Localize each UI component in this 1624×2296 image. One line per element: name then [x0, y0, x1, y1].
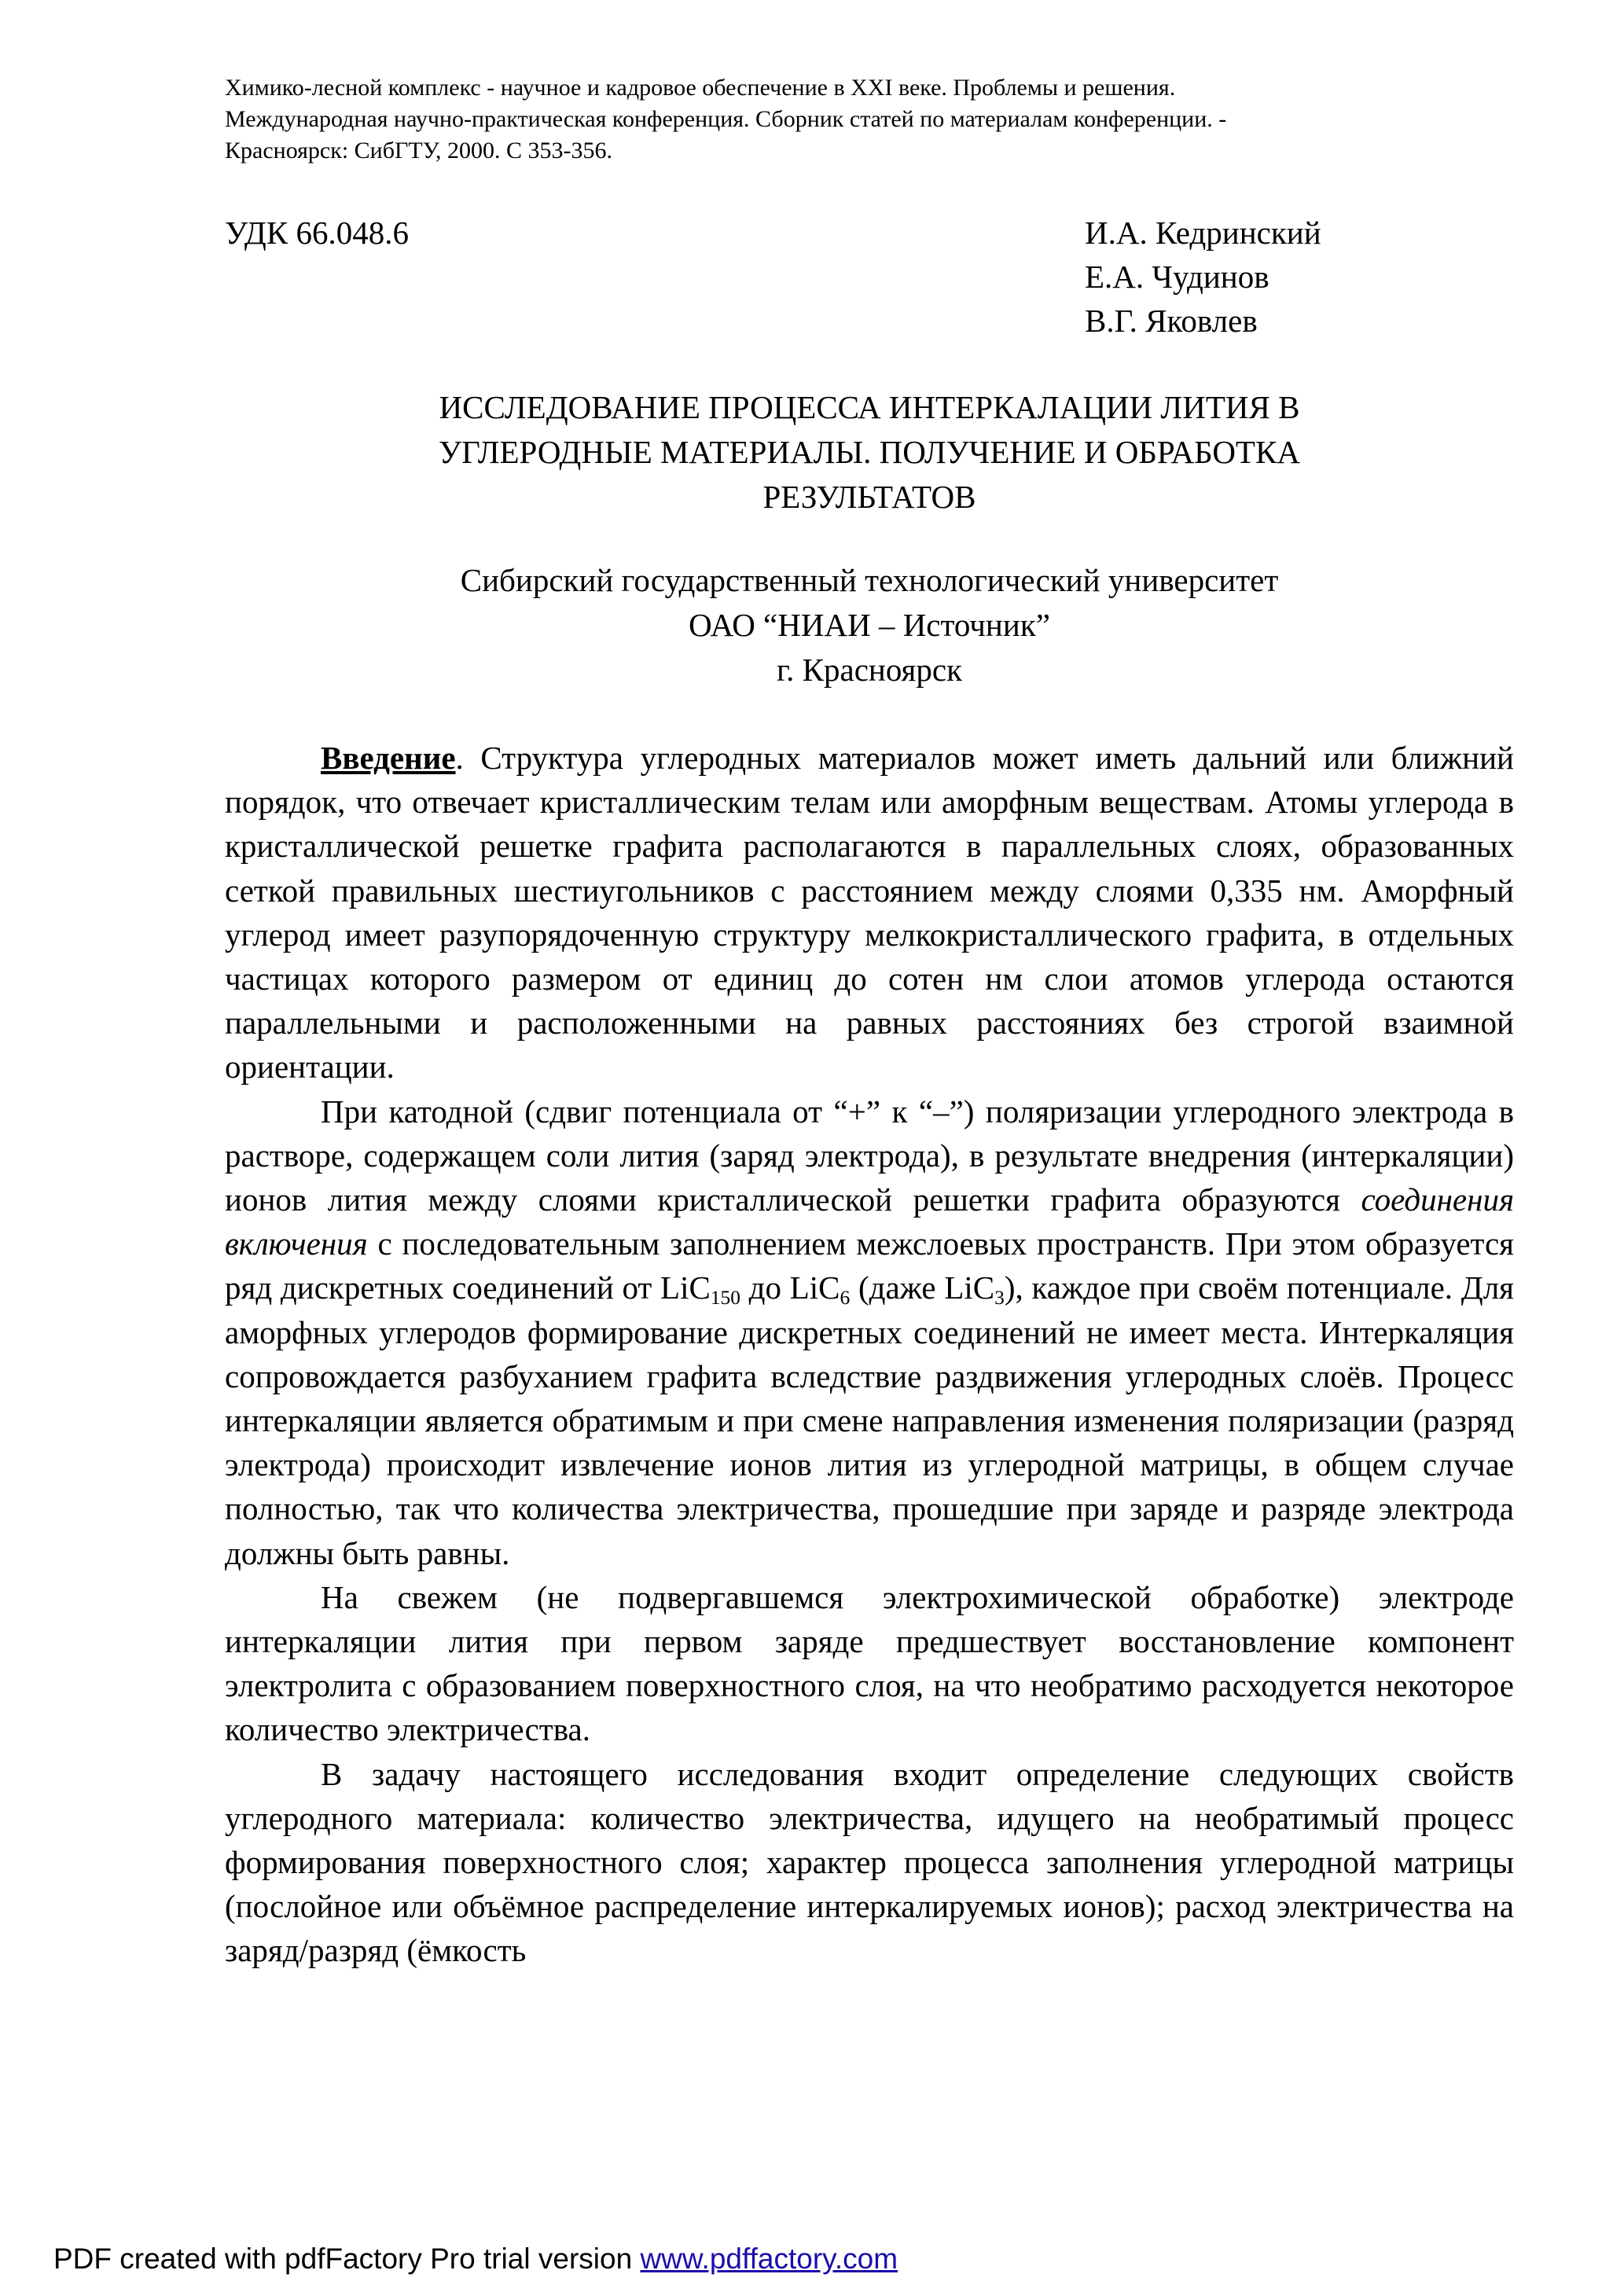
source-citation	[225, 72, 1420, 167]
author-name: В.Г. Яковлев	[1085, 303, 1258, 339]
formula-base: LiC	[944, 1269, 995, 1306]
paragraph-text: . Структура углеродных материалов может иметь дальний или ближний порядок, что отвечает кристаллическим телам или аморфным веществам. Атомы углерода в кристаллической решетке графита располагаются в параллельных слоях, образованных сеткой правильных шестиугольников с расстоянием между слоями 0,335 нм. Аморфный углерод имеет разупорядоченную структуру мелкокристаллического графита, в отдельных частицах которого размером от единиц до сотен нм слои атомов углерода остаются параллельными и расположенными на равных расстояниях без строгой взаимной ориентации.	[225, 740, 1514, 1086]
title-line: РЕЗУЛЬТАТОВ	[762, 479, 976, 515]
udk-code: УДК 66.048.6	[225, 215, 409, 251]
formula-base: LiC	[660, 1269, 711, 1306]
formula-lic6	[789, 1269, 851, 1310]
paragraph-text: с последовательным заполнением межслоевых пространств. При этом образуется ряд дискретных соединений от	[225, 1225, 1515, 1306]
formula-lic3	[944, 1269, 1005, 1310]
footer-link[interactable]: www.pdffactory.com	[640, 2243, 898, 2275]
author-name: И.А. Кедринский	[1085, 215, 1321, 251]
source-line: Красноярск: СибГТУ, 2000. С 353-356.	[225, 138, 612, 163]
article-title	[225, 385, 1514, 520]
formula-base: LiC	[789, 1269, 840, 1306]
paragraph-text: до	[748, 1269, 782, 1306]
paragraph-intro	[225, 736, 1514, 1089]
title-line: УГЛЕРОДНЫЕ МАТЕРИАЛЫ. ПОЛУЧЕНИЕ И ОБРАБОТКА	[439, 434, 1300, 470]
paragraph-text: (даже	[858, 1269, 936, 1306]
affiliation-block	[225, 558, 1514, 692]
affiliation-line: Сибирский государственный технологический университет	[460, 562, 1279, 598]
author-list	[1085, 211, 1321, 343]
formula-subscript: 6	[840, 1287, 851, 1310]
affiliation-line: г. Красноярск	[776, 652, 963, 688]
article-body	[225, 736, 1514, 1973]
paragraph-text: При катодной (сдвиг потенциала от “+” к “–”) поляризации углеродного электрода в растворе, содержащем соли лития (заряд электрода), в результате внедрения (интеркаляции) ионов лития между слоями кристаллической решетки графита образуются	[225, 1093, 1514, 1218]
paragraph-objectives: В задачу настоящего исследования входит определение следующих свойств углеродного материала: количество электричества, идущего на необратимый процесс формирования поверхностного слоя; характер процесса заполнения углеродной матрицы (послойное или объёмное распределение интеркалируемых ионов); расход электричества на заряд/разряд (ёмкость	[225, 1755, 1514, 1969]
title-line: ИССЛЕДОВАНИЕ ПРОЦЕССА ИНТЕРКАЛАЦИИ ЛИТИЯ В	[439, 389, 1300, 425]
italic-term: соединения включения	[225, 1181, 1514, 1262]
author-name: Е.А. Чудинов	[1085, 259, 1269, 295]
formula-lic150	[660, 1269, 740, 1310]
intro-heading: Введение	[321, 740, 456, 776]
source-line: Международная научно-практическая конференция. Сборник статей по материалам конференции. -	[225, 106, 1227, 132]
paragraph-surface-layer: На свежем (не подвергавшемся электрохимической обработке) электроде интеркаляции лития при первом заряде предшествует восстановление компонент электролита с образованием поверхностного слоя, на что необратимо расходуется некоторое количество электричества.	[225, 1578, 1514, 1748]
source-line: Химико-лесной комплекс - научное и кадровое обеспечение в XXI веке. Проблемы и решения.	[225, 75, 1176, 101]
paragraph-text: ), каждое при своём потенциале. Для аморфных углеродов формирование дискретных соединений не имеет места. Интеркаляция сопровождается разбуханием графита вследствие раздвижения углеродных слоёв. Процесс интеркаляции является обратимым и при смене направления изменения поляризации (разряд электрода) происходит извлечение ионов лития из углеродной матрицы, в общем случае полностью, так что количества электричества, прошедшие при заряде и разряде электрода должны быть равны.	[225, 1269, 1515, 1571]
formula-subscript: 150	[710, 1287, 740, 1310]
affiliation-line: ОАО “НИАИ – Источник”	[689, 607, 1050, 643]
pdf-footer	[53, 2242, 898, 2276]
footer-text: PDF created with pdfFactory Pro trial version	[53, 2243, 641, 2275]
paragraph-intercalation	[225, 1089, 1514, 1575]
formula-subscript: 3	[994, 1287, 1005, 1310]
